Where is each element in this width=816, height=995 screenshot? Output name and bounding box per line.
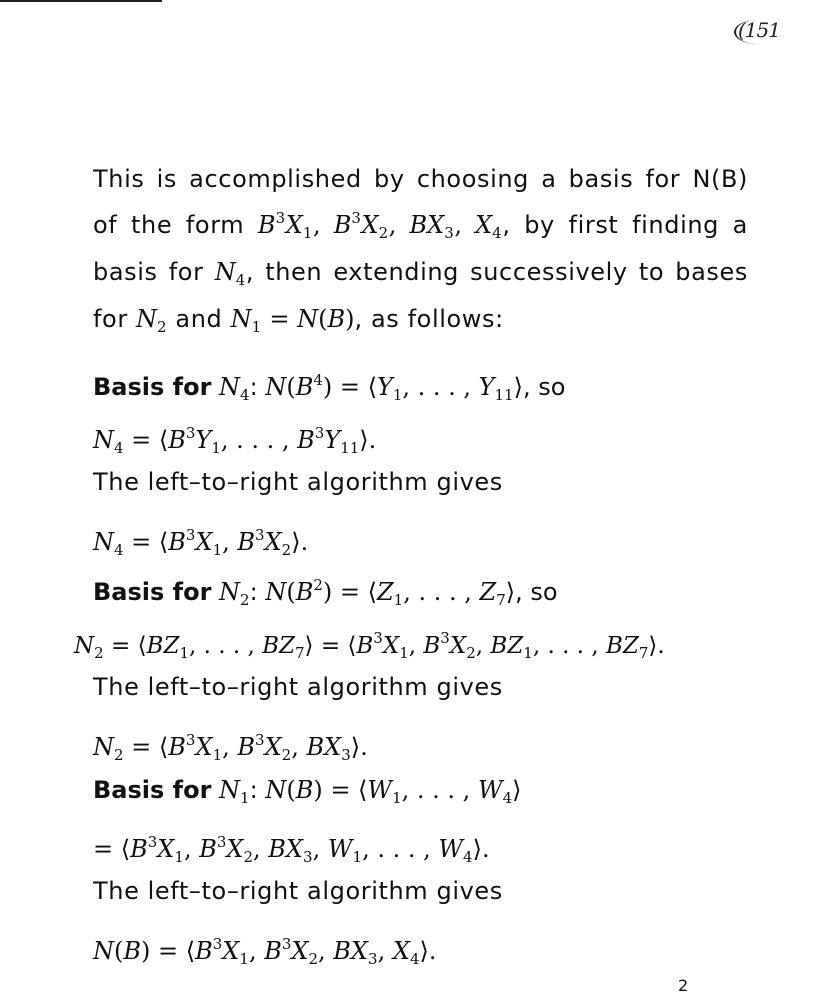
equation-n2-span: $N_2$ = $⟨BZ_1$, . . . , $BZ_7⟩$ = $⟨B^3X_1$, $B^3X_2$, $BZ_1$, . . . , $BZ_7⟩$. — [74, 629, 665, 662]
equation-n4-span: $N_4$ = $⟨B^3Y_1$, . . . , $B^3Y_{11}⟩$. — [93, 424, 377, 457]
algorithm-text-n1: The left–to–right algorithm gives — [93, 877, 503, 905]
page-number: 2 — [678, 976, 689, 995]
equation-n4-basis: $N_4$ = $⟨B^3X_1$, $B^3X_2⟩$. — [93, 526, 309, 559]
heading-basis-n2: Basis for $N_2$: $N(B^2)$ = $⟨Z_1$, . . . , $Z_7⟩$, so — [93, 576, 558, 609]
algorithm-text-n2: The left–to–right algorithm gives — [93, 673, 503, 701]
handwritten-page-number: (151 — [738, 18, 780, 42]
top-rule — [0, 0, 162, 2]
heading-basis-n1: Basis for $N_1$: $N(B) = ⟨W_1$, . . . , $W_4⟩$ — [93, 776, 522, 807]
heading-basis-n4: Basis for $N_4$: $N(B^4)$ = $⟨Y_1$, . . . , $Y_{11}⟩$, so — [93, 371, 566, 404]
equation-n1-span: = $⟨B^3X_1$, $B^3X_2$, $BX_3$, $W_1$, . . . , $W_4⟩$. — [93, 833, 490, 866]
intro-paragraph: This is accomplished by choosing a basis for N(B) of the form $B^3X_1$, $B^3X_2$, $BX_3$, $X_4$, by first finding a basis for $N_4$, then extending successively to bases for $N_2$ and $N_1 = N(B)$, as follows: — [93, 165, 748, 336]
algorithm-text-n4: The left–to–right algorithm gives — [93, 468, 503, 496]
equation-n2-basis: $N_2$ = $⟨B^3X_1$, $B^3X_2$, $BX_3⟩$. — [93, 731, 368, 764]
equation-n1-basis: $N(B) = ⟨B^3X_1$, $B^3X_2$, $BX_3$, $X_4⟩$. — [93, 935, 437, 968]
